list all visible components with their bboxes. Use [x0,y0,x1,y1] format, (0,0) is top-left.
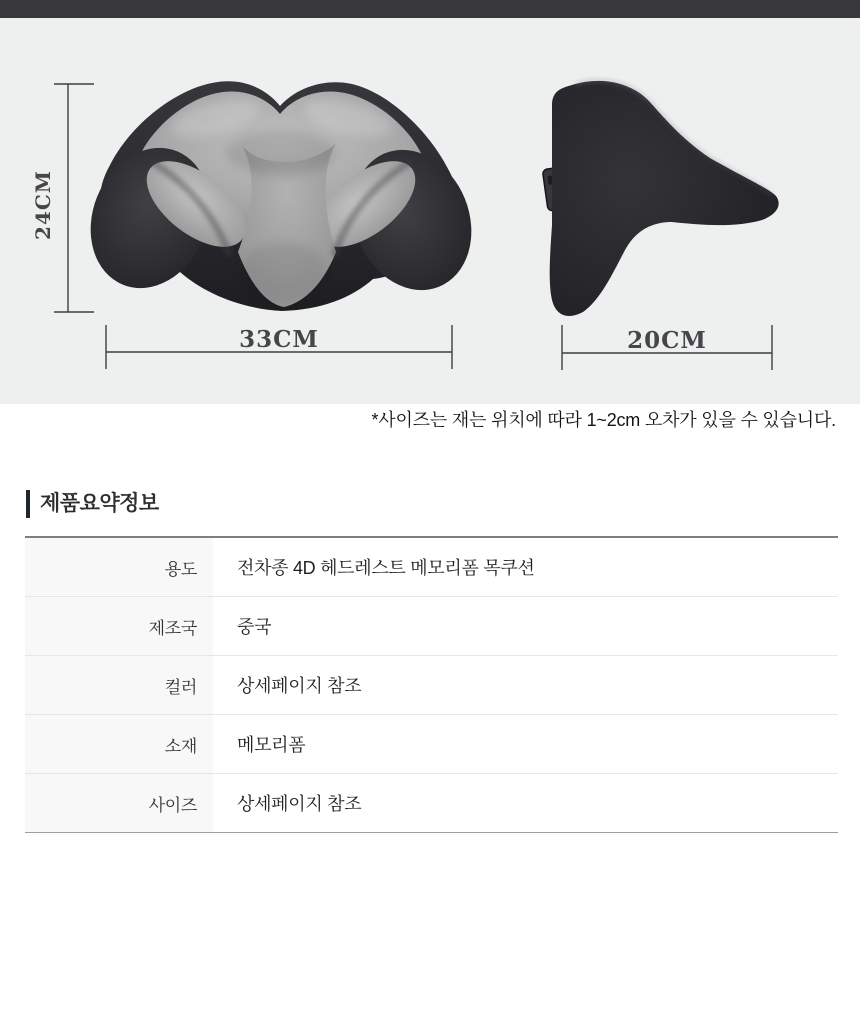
table-row-color [25,656,838,715]
height-dimension-24cm [54,84,94,312]
front-view-pillow-image [70,81,492,311]
product-dimension-svg [0,18,860,404]
side-width-dimension-label: 20CM [627,327,707,354]
row-value: 상세페이지 참조 [237,794,362,814]
row-value: 상세페이지 참조 [237,676,362,696]
row-value: 메모리폼 [237,735,306,755]
row-value: 중국 [237,617,272,637]
row-label: 소재 [25,715,213,773]
size-disclaimer-text: *사이즈는 재는 위치에 따라 1~2cm 오차가 있을 수 있습니다. [371,410,836,430]
side-view-pillow-image [542,81,778,316]
top-banner [0,0,860,18]
table-row-country [25,597,838,656]
table-row-usage [25,538,838,597]
row-label: 컬러 [25,656,213,714]
table-row-size [25,774,838,832]
product-summary-table [25,536,838,833]
section-title-product-summary: 제품요약정보 [26,490,159,518]
product-dimension-images [0,18,860,404]
row-value: 전차종 4D 헤드레스트 메모리폼 목쿠션 [237,558,535,578]
height-dimension-label: 24CM [31,170,55,240]
front-width-dimension-label: 33CM [239,326,319,353]
table-row-material [25,715,838,774]
row-label: 사이즈 [25,774,213,832]
row-label: 용도 [25,538,213,596]
row-label: 제조국 [25,597,213,655]
